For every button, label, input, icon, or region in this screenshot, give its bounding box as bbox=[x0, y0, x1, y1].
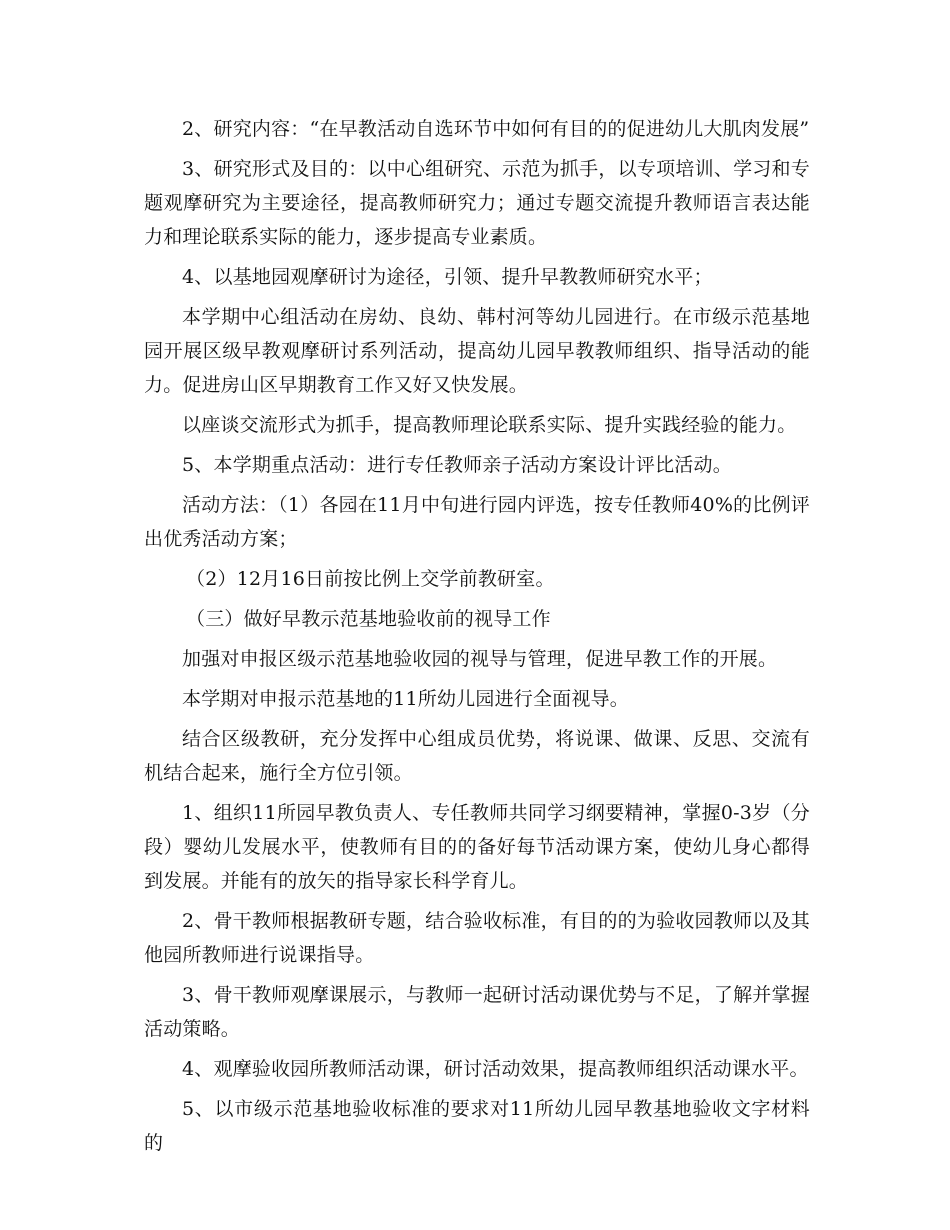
paragraph-item-3: 3、骨干教师观摩课展示，与教师一起研讨活动课优势与不足，了解并掌握活动策略。 bbox=[144, 984, 810, 1040]
paragraph-submission-deadline: （2）12月16日前按比例上交学前教研室。 bbox=[186, 568, 555, 590]
paragraph-district-research: 结合区级教研，充分发挥中心组成员优势，将说课、做课、反思、交流有机结合起来，施行全方位引领。 bbox=[144, 728, 810, 784]
paragraph-research-form: 3、研究形式及目的：以中心组研究、示范为抓手，以专项培训、学习和专题观摩研究为主要途径，提高教师研究力；通过专题交流提升教师语言表达能力和理论联系实际的能力，逐步提高专业素质。 bbox=[144, 158, 810, 248]
paragraph-item-5: 5、以市级示范基地验收标准的要求对11所幼儿园早教基地验收文字材料的 bbox=[144, 1098, 810, 1154]
paragraph-key-activity: 5、本学期重点活动：进行专任教师亲子活动方案设计评比活动。 bbox=[182, 454, 732, 476]
paragraph-base-observation: 4、以基地园观摩研讨为途径，引领、提升早教教师研究水平； bbox=[182, 266, 713, 288]
paragraph-item-1: 1、组织11所园早教负责人、专任教师共同学习纲要精神，掌握0-3岁（分段）婴幼儿发展水平，使教师有目的的备好每节活动课方案，使幼儿身心都得到发展。并能有的放矢的指导家长科学育儿。 bbox=[144, 802, 810, 892]
paragraph-activity-method: 活动方法：（1）各园在11月中旬进行园内评选，按专任教师40%的比例评出优秀活动方案； bbox=[144, 494, 810, 550]
section-heading-inspection: （三）做好早教示范基地验收前的视导工作 bbox=[186, 608, 551, 630]
paragraph-item-4: 4、观摩验收园所教师活动课，研讨活动效果，提高教师组织活动课水平。 bbox=[182, 1058, 809, 1080]
paragraph-center-group-activities: 本学期中心组活动在房幼、良幼、韩村河等幼儿园进行。在市级示范基地园开展区级早教观摩研讨系列活动，提高幼儿园早教教师组织、指导活动的能力。促进房山区早期教育工作又好又快发展。 bbox=[144, 306, 810, 396]
document-body bbox=[144, 112, 810, 1160]
paragraph-strengthen-inspection: 加强对申报区级示范基地验收园的视导与管理，促进早教工作的开展。 bbox=[182, 648, 778, 670]
paragraph-research-content: 2、研究内容：“在早教活动自选环节中如何有目的的促进幼儿大肌肉发展” bbox=[182, 118, 810, 140]
paragraph-comprehensive-inspection: 本学期对申报示范基地的11所幼儿园进行全面视导。 bbox=[182, 688, 629, 710]
paragraph-symposium: 以座谈交流形式为抓手，提高教师理论联系实际、提升实践经验的能力。 bbox=[182, 414, 797, 436]
paragraph-item-2: 2、骨干教师根据教研专题，结合验收标准，有目的的为验收园教师以及其他园所教师进行说课指导。 bbox=[144, 910, 810, 966]
